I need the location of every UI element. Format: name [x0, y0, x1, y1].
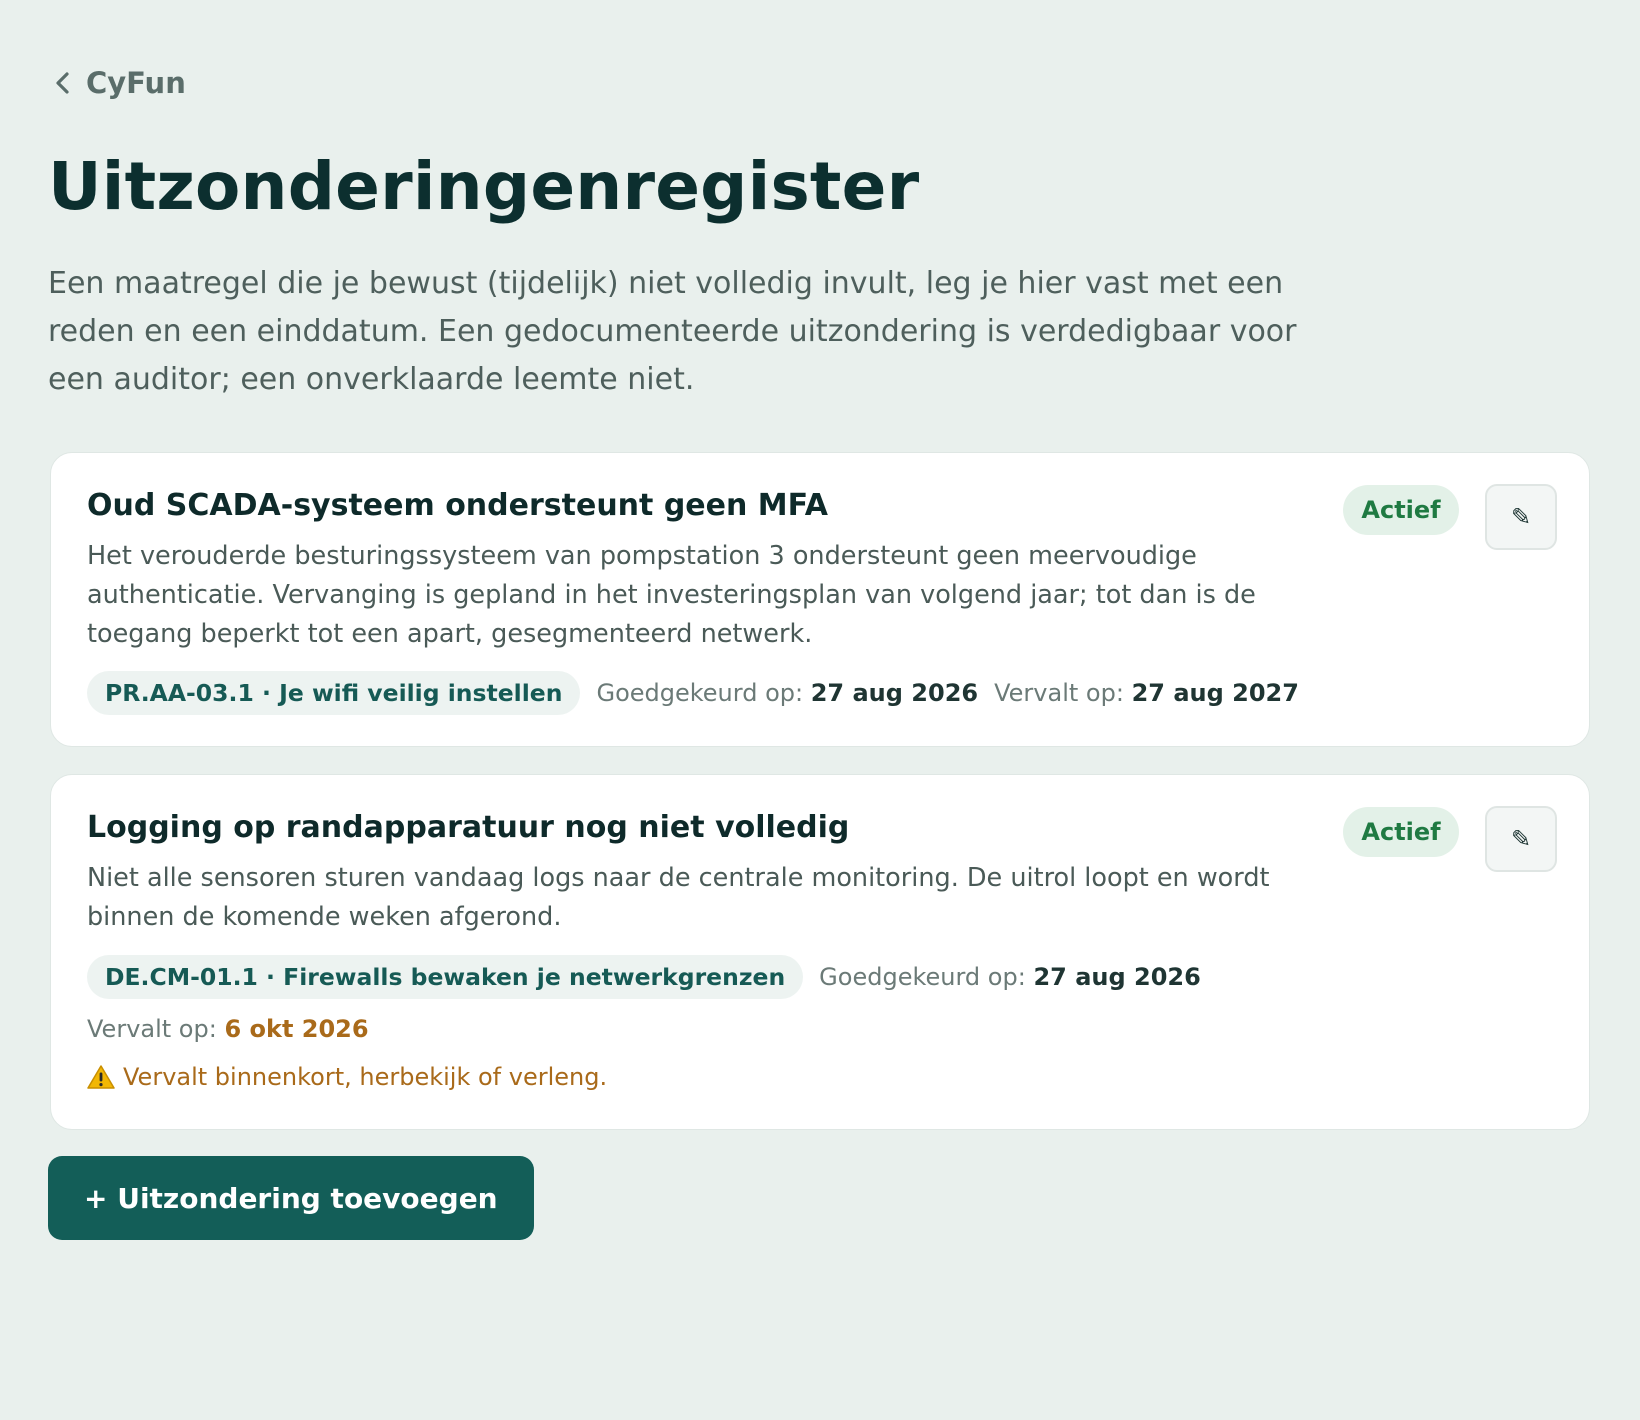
control-chip[interactable]: DE.CM-01.1 · Firewalls bewaken je netwerkgrenzen	[87, 955, 803, 999]
exception-description: Niet alle sensoren sturen vandaag logs naar de centrale monitoring. De uitrol loopt en wordt binnen de komende weken afgerond.	[87, 863, 1270, 932]
back-link[interactable]	[54, 66, 186, 100]
warning-icon	[87, 1064, 115, 1090]
approved-date: Goedgekeurd op: 27 aug 2026	[819, 963, 1201, 991]
back-link-label: CyFun	[86, 66, 186, 100]
exception-title: Logging op randapparatuur nog niet volledig	[87, 810, 850, 845]
pencil-icon: ✎	[1510, 825, 1532, 853]
exception-card	[50, 452, 1590, 747]
page-title: Uitzonderingenregister	[48, 148, 920, 225]
warning-text: Vervalt binnenkort, herbekijk of verleng.	[123, 1063, 608, 1091]
edit-button[interactable]	[1485, 484, 1557, 550]
pencil-icon: ✎	[1510, 503, 1532, 531]
edit-button[interactable]	[1485, 806, 1557, 872]
exception-meta	[87, 955, 1201, 999]
status-badge: Actief	[1343, 485, 1459, 535]
exception-meta	[87, 671, 1299, 715]
expiry-warning	[87, 1063, 607, 1091]
approved-date: Goedgekeurd op: 27 aug 2026	[596, 679, 979, 707]
control-chip[interactable]: PR.AA-03.1 · Je wifi veilig instellen	[87, 671, 580, 715]
expiry-date: Vervalt op: 27 aug 2027	[994, 679, 1299, 707]
page-intro: Een maatregel die je bewust (tijdelijk) niet volledig invult, leg je hier vast met een reden en een einddatum. Een gedocumenteerde uitzondering is verdedigbaar voor een auditor; een onverklaarde leemte niet.	[48, 266, 1297, 397]
exception-description: Het verouderde besturingssysteem van pompstation 3 ondersteunt geen meervoudige authenticatie. Vervanging is gepland in het investeringsplan van volgend jaar; tot dan is de toegang beperkt tot een apart, gesegmenteerd netwerk.	[87, 541, 1256, 649]
exception-title: Oud SCADA-systeem ondersteunt geen MFA	[87, 488, 828, 523]
expiry-date: Vervalt op: 6 okt 2026	[87, 1015, 369, 1043]
add-exception-button[interactable]: + Uitzondering toevoegen	[48, 1156, 534, 1240]
status-badge: Actief	[1343, 807, 1459, 857]
exception-card	[50, 774, 1590, 1130]
chevron-left-icon	[54, 70, 72, 96]
